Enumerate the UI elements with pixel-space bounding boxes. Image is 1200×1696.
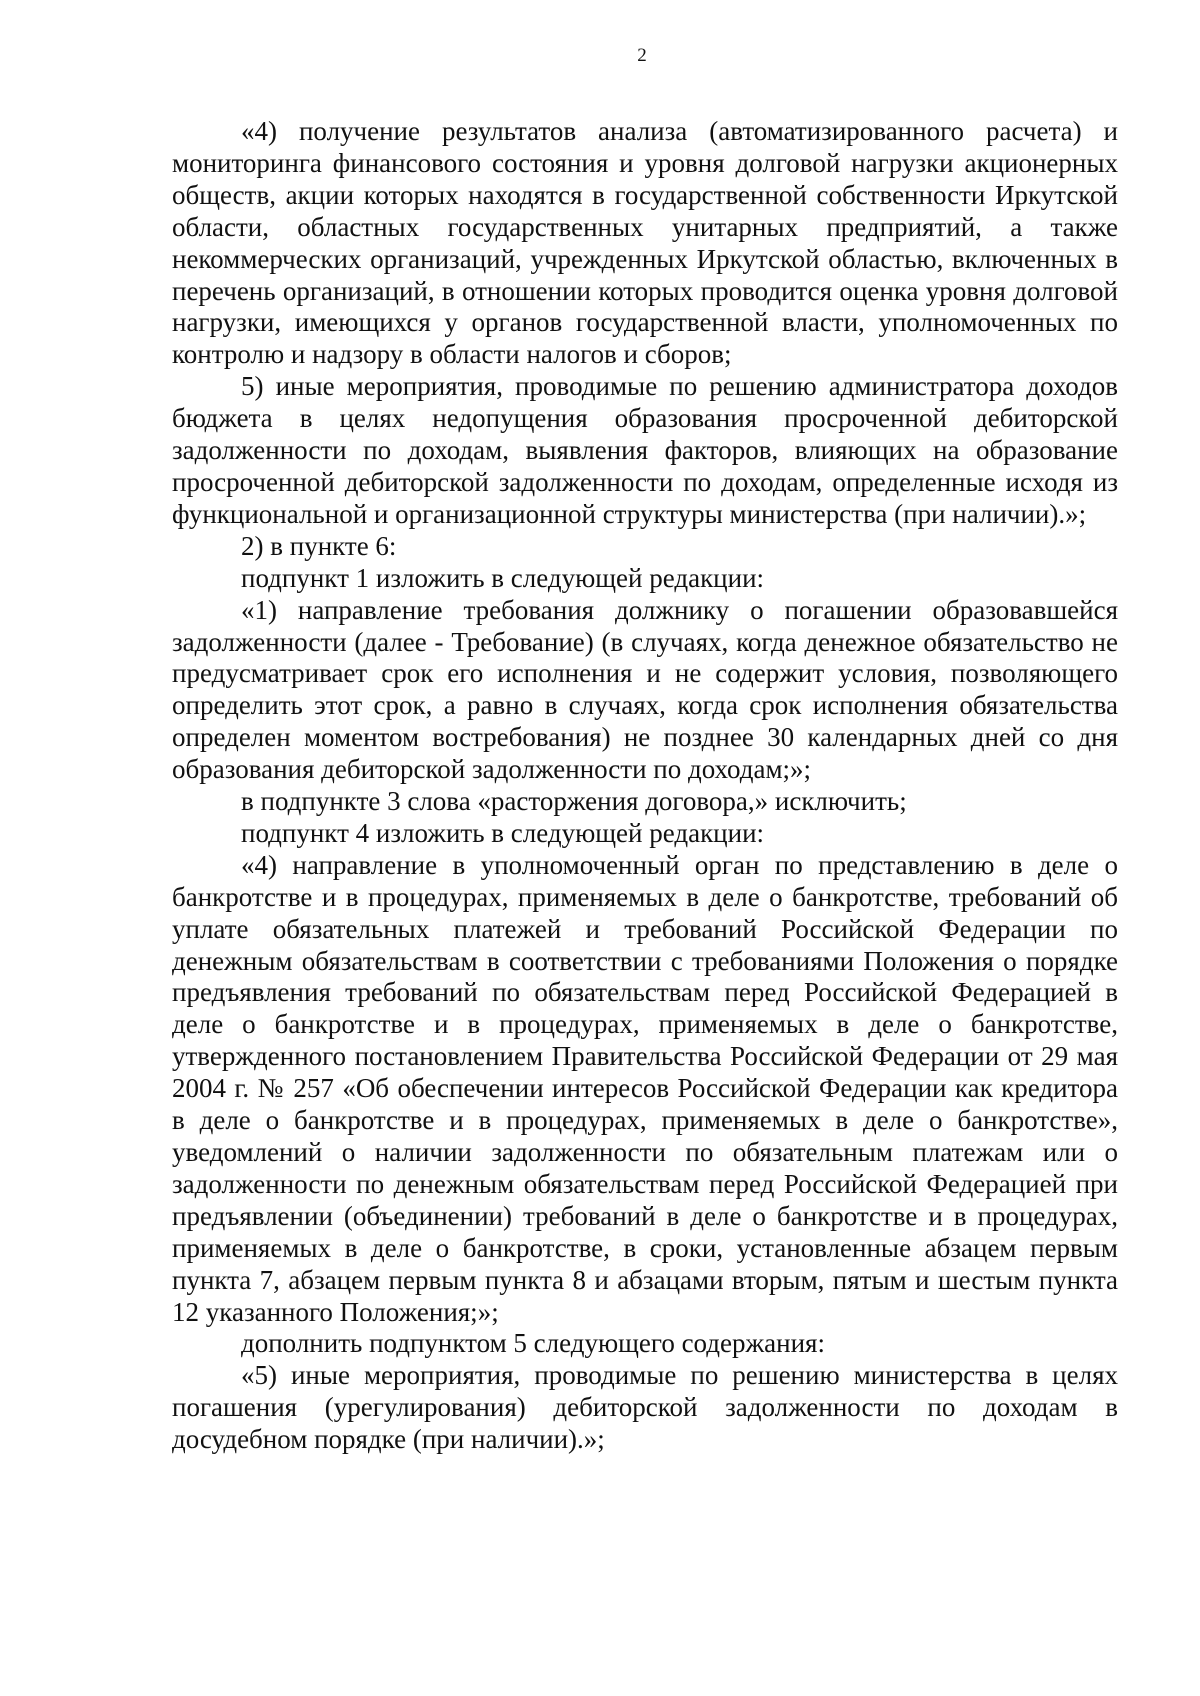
paragraph-subitem-4-instruction: подпункт 4 изложить в следующей редакции: xyxy=(241,817,765,848)
paragraph-subitem-1-instruction: подпункт 1 изложить в следующей редакции: xyxy=(241,562,765,593)
page-number: 2 xyxy=(637,45,647,66)
paragraph-subitem-1-text: «1) направление требования должнику о погашении образовавшейся задолженности (далее - Требование) (в случаях, когда денежное обязательство не предусматривает срок его исполнения и не содержит условия, позволяющего определить этот срок, а равно в случаях, когда срок исполнения обязательства определен моментом востребования) не позднее 30 календарных дней со дня образования дебиторской задолженности по доходам;»; xyxy=(172,594,1118,785)
paragraph-subitem-5-other-measures: 5) иные мероприятия, проводимые по решению администратора доходов бюджета в целях недопущения образования просроченной дебиторской задолженности по доходам, выявления факторов, влияющих на образование просроченной дебиторской задолженности по доходам, определенные исходя из функциональной и организационной структуры министерства (при наличии).»; xyxy=(172,371,1118,529)
paragraph-item-6-heading: 2) в пункте 6: xyxy=(241,530,397,561)
paragraph-subitem-3-instruction: в подпункте 3 слова «расторжения договора,» исключить; xyxy=(241,786,907,817)
paragraph-subitem-4-analysis: «4) получение результатов анализа (автоматизированного расчета) и мониторинга финансового состояния и уровня долговой нагрузки акционерных обществ, акции которых находятся в государственной собственности Иркутской области, областных государственных унитарных предприятий, а также некоммерческих организаций, учрежденных Иркутской областью, включенных в перечень организаций, в отношении которых проводится оценка уровня долговой нагрузки, имеющихся у органов государственной власти, уполномоченных по контролю и надзору в области налогов и сборов; xyxy=(172,116,1118,370)
paragraph-subitem-4-text: «4) направление в уполномоченный орган по представлению в деле о банкротстве и в процедурах, применяемых в деле о банкротстве, требований об уплате обязательных платежей и требований Российской Федерации по денежным обязательствам в соответствии с требованиями Положения о порядке предъявления требований по обязательствам перед Российской Федерацией в деле о банкротстве и в процедурах, применяемых в деле о банкротстве, утвержденного постановлением Правительства Российской Федерации от 29 мая 2004 г. № 257 «Об обеспечении интересов Российской Федерации как кредитора в деле о банкротстве и в процедурах, применяемых в деле о банкротстве», уведомлений о наличии задолженности по обязательным платежам или о задолженности по денежным обязательствам перед Российской Федерацией при предъявлении (объединении) требований в деле о банкротстве и в процедурах, применяемых в деле о банкротстве, в сроки, установленные абзацем первым пункта 7, абзацем первым пункта 8 и абзацами вторым, пятым и шестым пункта 12 указанного Положения;»; xyxy=(172,849,1118,1327)
paragraph-subitem-5-instruction: дополнить подпунктом 5 следующего содержания: xyxy=(241,1328,825,1359)
paragraph-subitem-5-text: «5) иные мероприятия, проводимые по решению министерства в целях погашения (урегулирования) дебиторской задолженности по доходам в досудебном порядке (при наличии).»; xyxy=(172,1360,1118,1455)
document-body xyxy=(172,116,1118,1456)
